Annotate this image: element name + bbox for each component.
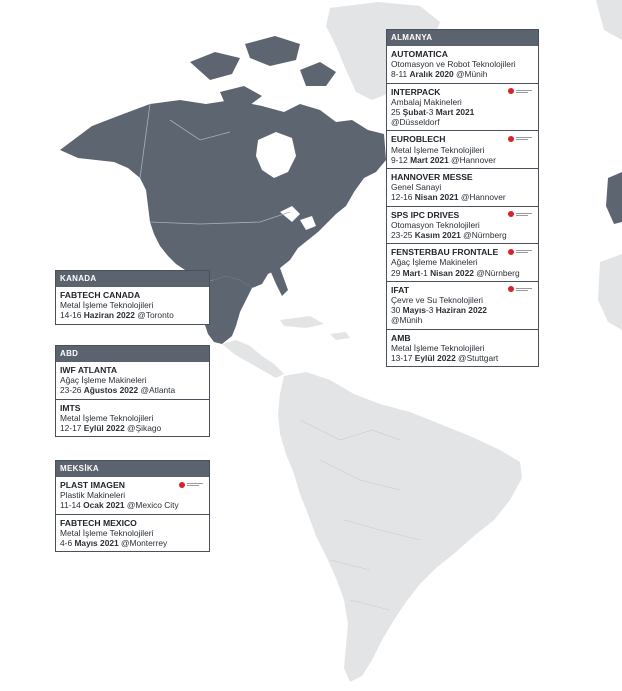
fair-date: 25 Şubat-3 Mart 2021 <box>391 107 475 118</box>
fair-date: 30 Mayıs-3 Haziran 2022 <box>391 305 487 316</box>
partner-badge-icon <box>179 481 205 488</box>
fair-sector: Metal İşleme Teknolojileri <box>391 342 485 353</box>
fair-date: 23-25 Kasım 2021 @Nürnberg <box>391 230 507 241</box>
fair-sector: Metal İşleme Teknolojileri <box>60 527 154 538</box>
fair-fabtech-canada <box>56 287 209 324</box>
fair-hannover-messe <box>387 168 538 206</box>
fair-sector: Çevre ve Su Teknolojileri <box>391 295 484 306</box>
fair-automatica <box>387 46 538 83</box>
panel-title: KANADA <box>56 271 209 287</box>
fair-amb <box>387 329 538 367</box>
fair-iwf-atlanta <box>56 362 209 399</box>
fair-date: 14-16 Haziran 2022 @Toronto <box>60 310 174 321</box>
fair-name: IWF ATLANTA <box>60 365 118 375</box>
arctic-islands <box>190 36 336 108</box>
fair-name: AUTOMATICA <box>391 49 448 59</box>
fair-name: INTERPACK <box>391 86 441 97</box>
fair-name: IFAT <box>391 284 409 295</box>
africa-landmass <box>598 254 622 330</box>
fair-sps-ipc-drives <box>387 206 538 244</box>
panel-almanya <box>386 29 539 367</box>
fair-name: HANNOVER MESSE <box>391 172 473 183</box>
fair-sector: Otomasyon ve Robot Teknolojileri <box>391 59 516 70</box>
scandinavia-landmass <box>596 0 622 40</box>
florida <box>270 268 288 296</box>
fair-sector: Ağaç İşleme Makineleri <box>60 375 147 386</box>
fair-sector: Metal İşleme Teknolojileri <box>391 144 485 155</box>
fair-fabtech-mexico <box>56 514 209 552</box>
fair-date: 9-12 Mart 2021 @Hannover <box>391 154 496 165</box>
fair-name: FENSTERBAU FRONTALE <box>391 247 499 258</box>
fair-location: @Münih <box>391 315 423 326</box>
fair-sector: Metal İşleme Teknolojileri <box>60 300 154 311</box>
fair-name: AMB <box>391 332 411 343</box>
fair-imts <box>56 399 209 437</box>
panel-title: ABD <box>56 346 209 362</box>
fair-sector: Plastik Makineleri <box>60 490 126 501</box>
fair-fensterbau-frontale <box>387 243 538 281</box>
fair-date: 23-26 Ağustos 2022 @Atlanta <box>60 385 176 396</box>
central-america-landmass <box>222 340 284 378</box>
fair-location: @Düsseldorf <box>391 117 440 128</box>
partner-badge-icon <box>508 88 534 95</box>
panel-kanada <box>55 270 210 325</box>
partner-badge-icon <box>508 135 534 142</box>
fair-date: 29 Mart-1 Nisan 2022 @Nürnberg <box>391 267 520 278</box>
partner-badge-icon <box>508 211 534 218</box>
fair-date: 12-17 Eylül 2022 @Şikago <box>60 423 162 434</box>
fair-sector: Metal İşleme Teknolojileri <box>60 412 154 423</box>
panel-abd <box>55 345 210 437</box>
fair-name: SPS IPC DRIVES <box>391 209 460 220</box>
panel-title: ALMANYA <box>387 30 538 46</box>
fair-name: FABTECH MEXICO <box>60 517 137 528</box>
fair-euroblech <box>387 130 538 168</box>
partner-badge-icon <box>508 286 534 293</box>
partner-badge-icon <box>508 248 534 255</box>
fair-name: FABTECH CANADA <box>60 290 141 300</box>
fair-name: EUROBLECH <box>391 134 446 145</box>
europe-landmass <box>606 172 622 224</box>
fair-sector: Ambalaj Makineleri <box>391 96 462 107</box>
panel-title: MEKSİKA <box>56 461 209 477</box>
fair-name: IMTS <box>60 402 81 413</box>
caribbean-islands <box>280 316 350 340</box>
fair-date: 12-16 Nisan 2021 @Hannover <box>391 192 506 203</box>
fair-sector: Genel Sanayi <box>391 182 442 193</box>
fair-plast-imagen <box>56 477 209 514</box>
fair-sector: Otomasyon Teknolojileri <box>391 219 480 230</box>
south-america-landmass <box>278 372 522 682</box>
fair-name: PLAST IMAGEN <box>60 480 125 490</box>
fair-ifat <box>387 281 538 329</box>
panel-meksika <box>55 460 210 552</box>
fair-date: 11-14 Ocak 2021 @Mexico City <box>60 500 179 511</box>
fair-date: 8-11 Aralık 2020 @Münih <box>391 69 488 80</box>
fair-date: 13-17 Eylül 2022 @Stuttgart <box>391 353 499 364</box>
fair-interpack <box>387 83 538 131</box>
north-america-landmass <box>60 100 386 290</box>
fair-sector: Ağaç İşleme Makineleri <box>391 257 478 268</box>
fair-date: 4-6 Mayıs 2021 @Monterrey <box>60 538 168 549</box>
